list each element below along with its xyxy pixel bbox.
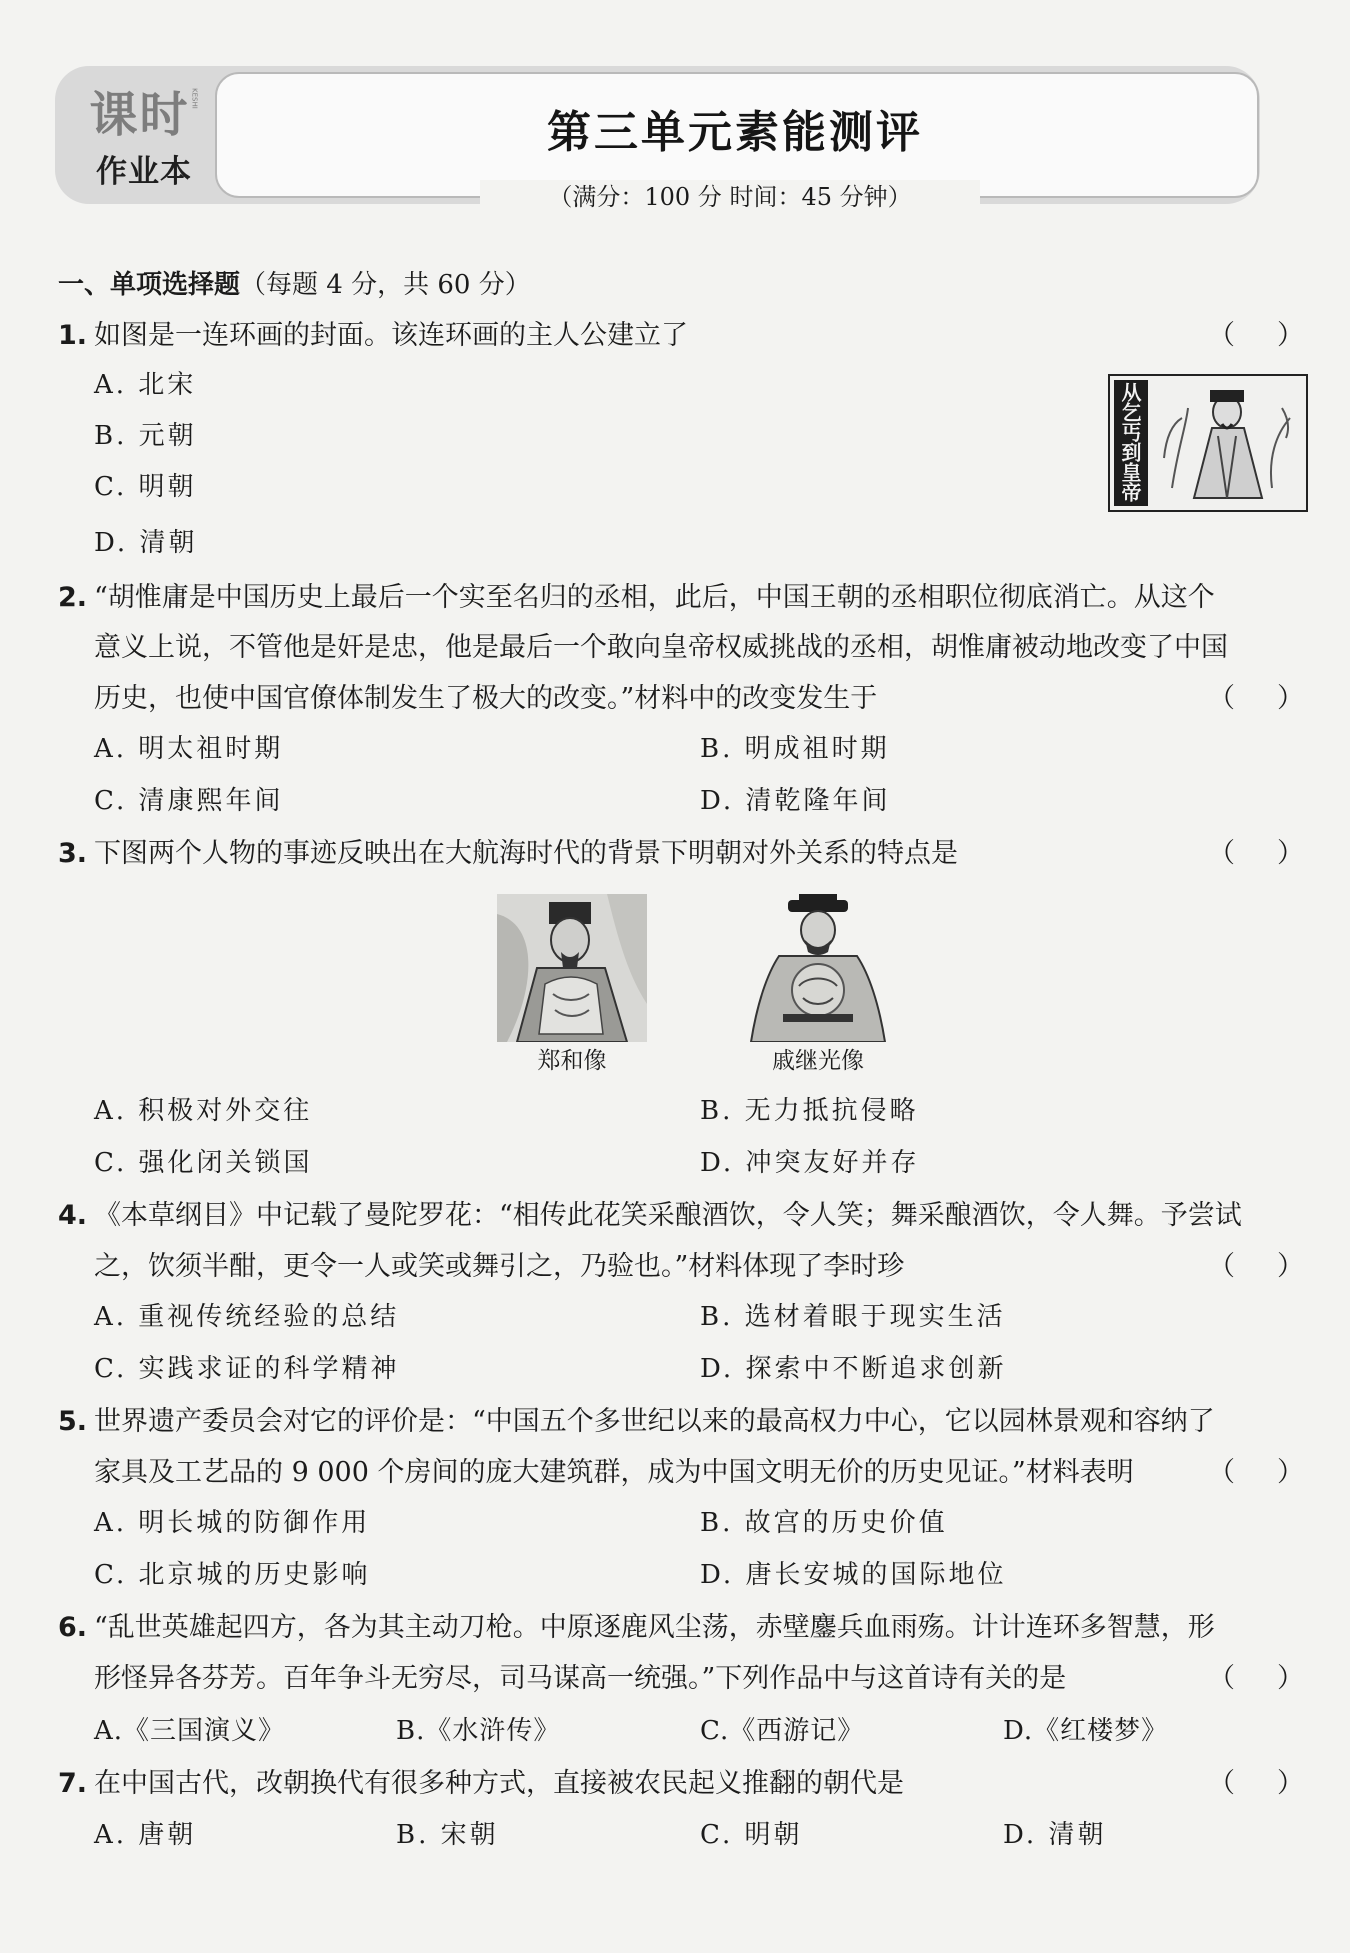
option-c[interactable]: C. 明朝 — [700, 1820, 803, 1850]
question-2-line-2: 意义上说，不管他是奸是忠，他是最后一个敢向皇帝权威挑战的丞相，胡惟庸被动地改变了中国 — [94, 632, 1228, 663]
bracket-open: （ — [1208, 1251, 1235, 1282]
option-c[interactable]: C. 北京城的历史影响 — [94, 1560, 371, 1590]
question-text: 在中国古代，改朝换代有很多种方式，直接被农民起义推翻的朝代是 — [94, 1768, 904, 1799]
emperor-illustration — [1152, 378, 1302, 504]
bracket-close: ） — [1277, 838, 1304, 869]
option-d[interactable]: D. 清朝 — [94, 528, 198, 558]
zheng-he-illustration — [497, 894, 647, 1042]
option-b[interactable]: B. 无力抵抗侵略 — [700, 1096, 919, 1126]
answer-bracket[interactable] — [1208, 834, 1304, 874]
option-a[interactable]: A. 唐朝 — [94, 1820, 197, 1850]
option-a[interactable]: A. 重视传统经验的总结 — [94, 1302, 400, 1332]
logo-top-text: 课时 — [89, 87, 190, 143]
answer-bracket[interactable] — [1208, 1659, 1304, 1699]
question-text: “乱世英雄起四方，各为其主动刀枪。中原逐鹿风尘荡，赤壁鏖兵血雨殇。计计连环多智慧，形 — [94, 1612, 1215, 1643]
question-text: 如图是一连环画的封面。该连环画的主人公建立了 — [94, 320, 688, 351]
question-4-line-1 — [58, 1196, 1242, 1236]
option-b[interactable]: B. 选材着眼于现实生活 — [700, 1302, 1006, 1332]
option-b[interactable]: B.《水浒传》 — [396, 1716, 561, 1746]
answer-bracket[interactable] — [1208, 1247, 1304, 1287]
question-4-line-2: 之，饮须半酣，更令一人或笑或舞引之，乃验也。”材料体现了李时珍 — [94, 1251, 905, 1282]
comic-cover-image — [1108, 374, 1308, 512]
section-note: （每题 4 分，共 60 分） — [240, 270, 531, 300]
bracket-close: ） — [1277, 683, 1304, 714]
bracket-open: （ — [1208, 683, 1235, 714]
question-3-line-1 — [58, 834, 958, 874]
question-2-line-1 — [58, 578, 1215, 618]
option-b[interactable]: B. 元朝 — [94, 421, 197, 451]
bracket-close: ） — [1277, 320, 1304, 351]
answer-bracket[interactable] — [1208, 1764, 1304, 1804]
option-a[interactable]: A. 明长城的防御作用 — [94, 1508, 371, 1538]
answer-bracket[interactable] — [1208, 1453, 1304, 1493]
question-5-line-1 — [58, 1402, 1215, 1442]
section-heading — [58, 268, 531, 302]
option-a[interactable]: A. 明太祖时期 — [94, 734, 284, 764]
option-c[interactable]: C. 明朝 — [94, 472, 197, 502]
bracket-close: ） — [1277, 1663, 1304, 1694]
qi-jiguang-portrait — [743, 894, 893, 1042]
option-d[interactable]: D. 冲突友好并存 — [700, 1148, 920, 1178]
option-b[interactable]: B. 故宫的历史价值 — [700, 1508, 948, 1538]
qi-jiguang-illustration — [743, 894, 893, 1042]
question-text: “胡惟庸是中国历史上最后一个实至名归的丞相，此后，中国王朝的丞相职位彻底消亡。从这个 — [94, 582, 1215, 613]
option-a[interactable]: A. 北宋 — [94, 370, 197, 400]
answer-bracket[interactable] — [1208, 316, 1304, 356]
question-text: 下图两个人物的事迹反映出在大航海时代的背景下明朝对外关系的特点是 — [94, 838, 958, 869]
option-a[interactable]: A.《三国演义》 — [94, 1716, 286, 1746]
page-title: 第三单元素能测评 — [547, 107, 923, 158]
question-5-line-2: 家具及工艺品的 9 000 个房间的庞大建筑群，成为中国文明无价的历史见证。”材料表明 — [94, 1457, 1134, 1488]
comic-title: 从乞丐到皇帝 — [1118, 382, 1142, 502]
question-7-line-1 — [58, 1764, 904, 1804]
bracket-close: ） — [1277, 1251, 1304, 1282]
question-number: 5. — [58, 1406, 88, 1437]
keshi-logo — [74, 88, 214, 191]
section-title: 一、单项选择题 — [58, 270, 241, 300]
zheng-he-portrait — [497, 894, 647, 1042]
bracket-open: （ — [1208, 1768, 1235, 1799]
option-d[interactable]: D. 探索中不断追求创新 — [700, 1354, 1007, 1384]
option-c[interactable]: C. 强化闭关锁国 — [94, 1148, 313, 1178]
question-6-line-2: 形怪异各芬芳。百年争斗无穷尽，司马谋高一统强。”下列作品中与这首诗有关的是 — [94, 1663, 1067, 1694]
question-number: 2. — [58, 582, 88, 613]
bracket-open: （ — [1208, 1663, 1235, 1694]
bracket-close: ） — [1277, 1457, 1304, 1488]
page-subtitle: （满分：100 分 时间：45 分钟） — [548, 183, 912, 211]
option-b[interactable]: B. 明成祖时期 — [700, 734, 890, 764]
option-c[interactable]: C.《西游记》 — [700, 1716, 865, 1746]
option-d[interactable]: D.《红楼梦》 — [1003, 1716, 1169, 1746]
qi-jiguang-caption: 戚继光像 — [772, 1048, 864, 1074]
question-1-line-1 — [58, 316, 688, 356]
question-2-line-3: 历史，也使中国官僚体制发生了极大的改变。”材料中的改变发生于 — [94, 683, 878, 714]
question-6-line-1 — [58, 1608, 1215, 1648]
bracket-open: （ — [1208, 838, 1235, 869]
question-number: 7. — [58, 1768, 88, 1799]
question-text: 世界遗产委员会对它的评价是：“中国五个多世纪以来的最高权力中心，它以园林景观和容纳了 — [94, 1406, 1215, 1437]
logo-small-text: KESHI — [190, 88, 199, 109]
question-number: 4. — [58, 1200, 88, 1231]
option-b[interactable]: B. 宋朝 — [396, 1820, 499, 1850]
option-c[interactable]: C. 清康熙年间 — [94, 786, 284, 816]
option-c[interactable]: C. 实践求证的科学精神 — [94, 1354, 400, 1384]
answer-bracket[interactable] — [1208, 679, 1304, 719]
question-number: 1. — [58, 320, 88, 351]
option-a[interactable]: A. 积极对外交往 — [94, 1096, 313, 1126]
option-d[interactable]: D. 清朝 — [1003, 1820, 1107, 1850]
bracket-close: ） — [1277, 1768, 1304, 1799]
option-d[interactable]: D. 唐长安城的国际地位 — [700, 1560, 1007, 1590]
zheng-he-caption: 郑和像 — [537, 1048, 607, 1074]
bracket-open: （ — [1208, 320, 1235, 351]
option-d[interactable]: D. 清乾隆年间 — [700, 786, 891, 816]
logo-bottom-text: 作业本 — [96, 154, 192, 190]
question-text: 《本草纲目》中记载了曼陀罗花：“相传此花笑采酿酒饮，令人笑；舞采酿酒饮，令人舞。予尝试 — [94, 1200, 1242, 1231]
question-number: 3. — [58, 838, 88, 869]
bracket-open: （ — [1208, 1457, 1235, 1488]
question-number: 6. — [58, 1612, 88, 1643]
